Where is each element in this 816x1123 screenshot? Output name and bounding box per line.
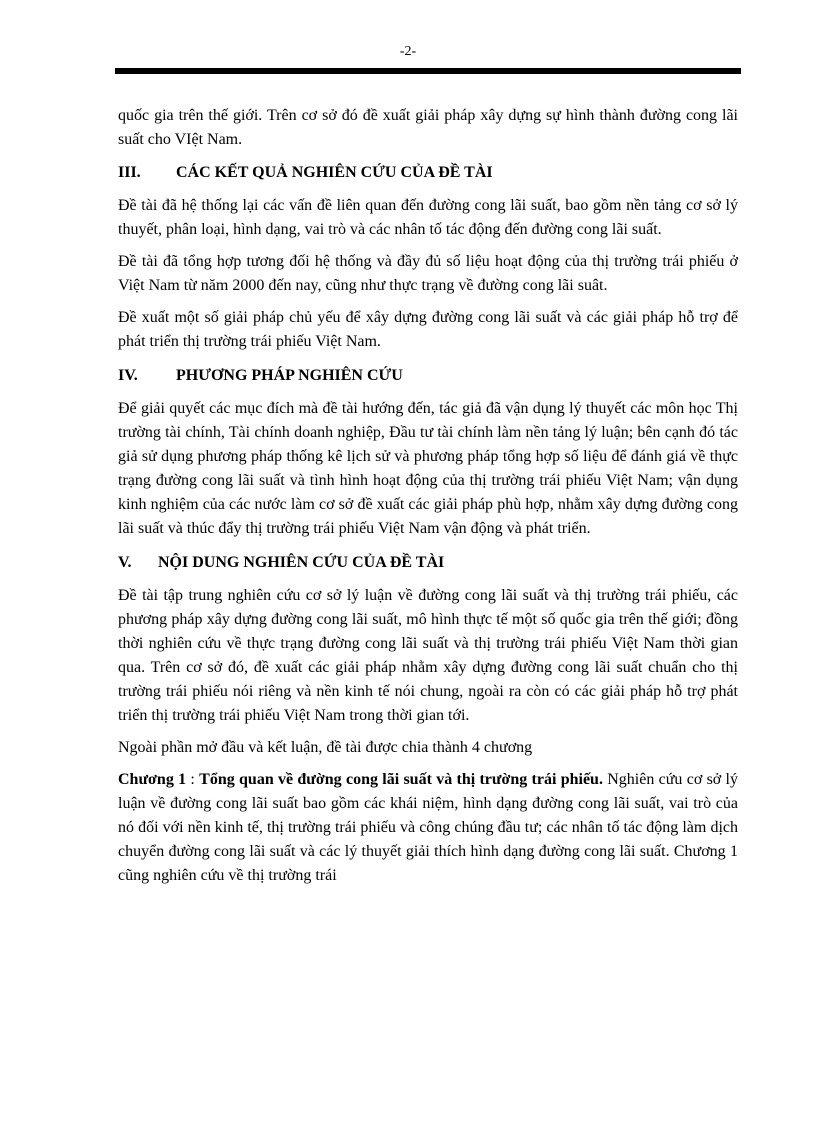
- section-title: PHƯƠNG PHÁP NGHIÊN CỨU: [176, 367, 403, 384]
- section-title: CÁC KẾT QUẢ NGHIÊN CỨU CỦA ĐỀ TÀI: [176, 164, 493, 181]
- document-body: [118, 104, 738, 888]
- header-rule: [115, 68, 741, 74]
- chapter-body: Nghiên cứu cơ sở lý luận về đường cong lãi suất bao gồm các khái niệm, hình dạng đường cong lãi suất, vai trò của nó đối với nền kinh tế, thị trường trái phiếu và công chúng đầu tư; các nhân tố tác động làm dịch chuyển đường cong lãi suất và các lý thuyết giải thích hình dạng đường cong lãi suất. Chương 1 cũng nghiên cứu về thị trường trái: [118, 771, 738, 884]
- body-paragraph: Đề tài đã hệ thống lại các vấn đề liên quan đến đường cong lãi suất, bao gồm nền tảng cơ sở lý thuyết, phân loại, hình dạng, vai trò và các nhân tố tác động đến đường cong lãi suất.: [118, 197, 738, 238]
- body-paragraph: Đề tài đã tổng hợp tương đối hệ thống và đầy đủ số liệu hoạt động của thị trường trái phiếu ở Việt Nam từ năm 2000 đến nay, cũng như thực trạng về đường cong lãi suât.: [118, 253, 738, 294]
- section-number: IV.: [118, 367, 138, 384]
- intro-paragraph: quốc gia trên thế giới. Trên cơ sở đó đề xuất giải pháp xây dựng sự hình thành đường cong lãi suất cho VIệt Nam.: [118, 107, 738, 148]
- chapter-1-paragraph: [118, 768, 738, 888]
- chapter-title: Tổng quan về đường cong lãi suất và thị trường trái phiếu.: [199, 771, 603, 788]
- body-paragraph: Ngoài phần mở đầu và kết luận, đề tài được chia thành 4 chương: [118, 739, 533, 756]
- chapter-label: Chương 1: [118, 771, 187, 788]
- section-heading-v: [118, 551, 738, 575]
- body-paragraph: Để giải quyết các mục đích mà đề tài hướng đến, tác giả đã vận dụng lý thuyết các môn học Thị trường tài chính, Tài chính doanh nghiệp, Đầu tư tài chính làm nền tảng lý luận; bên cạnh đó tác giả sử dụng phương pháp thống kê lịch sử và phương pháp tổng hợp số liệu để đánh giá về thực trạng đường cong lãi suất và tình hình hoạt động của thị trường trái phiếu Việt Nam; vận dụng kinh nghiệm của các nước làm cơ sở đề xuất các giải pháp phù hợp, nhằm xây dựng đường cong lãi suất và thúc đẩy thị trường trái phiếu Việt Nam vận động và phát triển.: [118, 400, 738, 537]
- page-number: -2-: [399, 44, 417, 59]
- section-number: III.: [118, 164, 141, 181]
- section-heading-iv: [118, 364, 738, 388]
- chapter-separator: :: [186, 771, 200, 788]
- section-number: V.: [118, 554, 132, 571]
- section-title: NỘI DUNG NGHIÊN CỨU CỦA ĐỀ TÀI: [158, 554, 445, 571]
- section-heading-iii: [118, 161, 738, 185]
- body-paragraph: Đề xuất một số giải pháp chủ yếu để xây dựng đường cong lãi suất và các giải pháp hỗ trợ để phát triển thị trường trái phiếu Việt Nam.: [118, 309, 738, 350]
- body-paragraph: Đề tài tập trung nghiên cứu cơ sở lý luận về đường cong lãi suất và thị trường trái phiếu, các phương pháp xây dựng đường cong lãi suất, mô hình thực tế một số quốc gia trên thế giới; đồng thời nghiên cứu về thực trạng đường cong lãi suất và thị trường trái phiếu Việt Nam thời gian qua. Trên cơ sở đó, đề xuất các giải pháp nhằm xây dựng đường cong lãi suất chuẩn cho thị trường trái phiếu nói riêng và nền kinh tế nói chung, ngoài ra còn có các giải pháp hỗ trợ phát triển thị trường trái phiếu Việt Nam trong thời gian tới.: [118, 587, 738, 724]
